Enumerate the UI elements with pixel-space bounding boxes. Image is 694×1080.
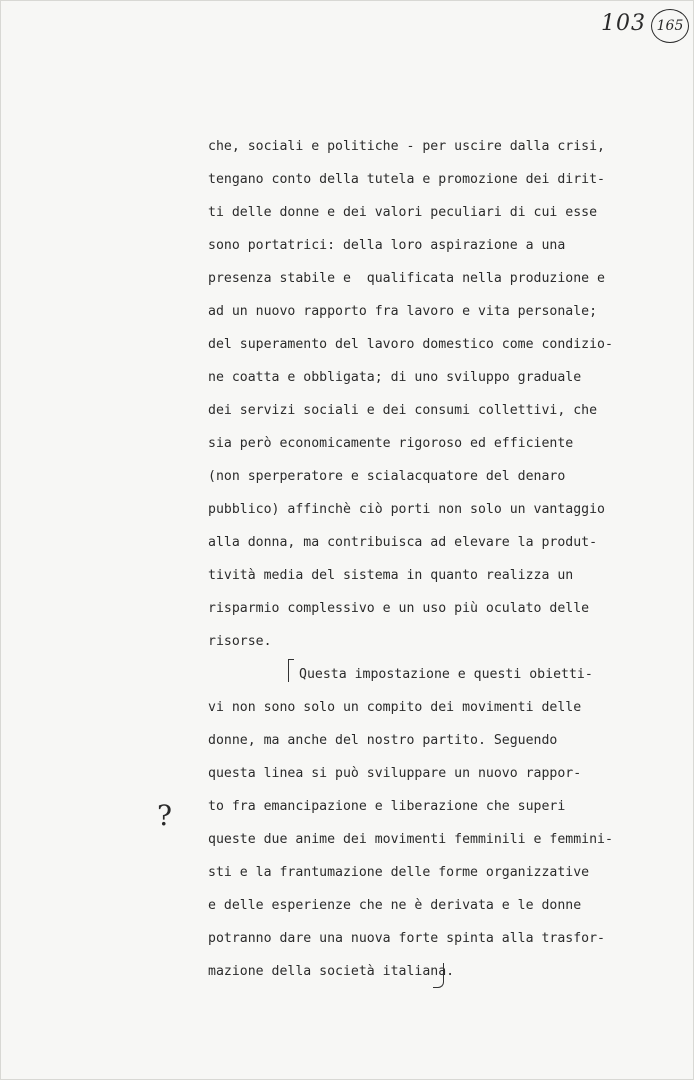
text-line: ti delle donne e dei valori peculiari di cui esse [208, 205, 598, 220]
text-line: e delle esperienze che ne è derivata e le donne [208, 898, 582, 913]
text-line: Questa impostazione e questi obietti- [299, 667, 593, 682]
text-line: ad un nuovo rapporto fra lavoro e vita personale; [208, 304, 598, 319]
text-line: queste due anime dei movimenti femminili e femmini- [208, 832, 613, 847]
open-bracket-mark [288, 659, 294, 682]
text-line: mazione della società italiana. [208, 964, 455, 979]
text-line: che, sociali e politiche - per uscire dalla crisi, [208, 139, 605, 154]
text-line: to fra emancipazione e liberazione che superi [208, 799, 566, 814]
text-line: sti e la frantumazione delle forme organizzative [208, 865, 590, 880]
text-line: ne coatta e obbligata; di uno sviluppo graduale [208, 370, 582, 385]
text-line: tengano conto della tutela e promozione dei dirit- [208, 172, 605, 187]
text-line: alla donna, ma contribuisca ad elevare la produt- [208, 535, 598, 550]
margin-question-mark: ? [157, 799, 173, 832]
text-line: del superamento del lavoro domestico come condizio- [208, 337, 613, 352]
text-line: risparmio complessivo e un uso più oculato delle [208, 601, 590, 616]
text-line: dei servizi sociali e dei consumi collettivi, che [208, 403, 598, 418]
text-line: risorse. [208, 634, 272, 649]
text-line: vi non sono solo un compito dei movimenti delle [208, 700, 582, 715]
text-line: potranno dare una nuova forte spinta alla trasfor- [208, 931, 605, 946]
text-line: sono portatrici: della loro aspirazione a una [208, 238, 566, 253]
text-line: donne, ma anche del nostro partito. Seguendo [208, 733, 558, 748]
text-line: presenza stabile e qualificata nella produzione e [208, 271, 605, 286]
close-bracket-mark [433, 963, 444, 988]
text-line: sia però economicamente rigoroso ed efficiente [208, 436, 574, 451]
text-line: pubblico) affinchè ciò porti non solo un vantaggio [208, 502, 605, 517]
text-line: (non sperperatore e scialacquatore del denaro [208, 469, 566, 484]
text-line: questa linea si può sviluppare un nuovo rappor- [208, 766, 582, 781]
text-line: tività media del sistema in quanto realizza un [208, 568, 574, 583]
circled-page-number: 165 [651, 9, 689, 43]
handwritten-page-number: 103 [601, 11, 646, 36]
